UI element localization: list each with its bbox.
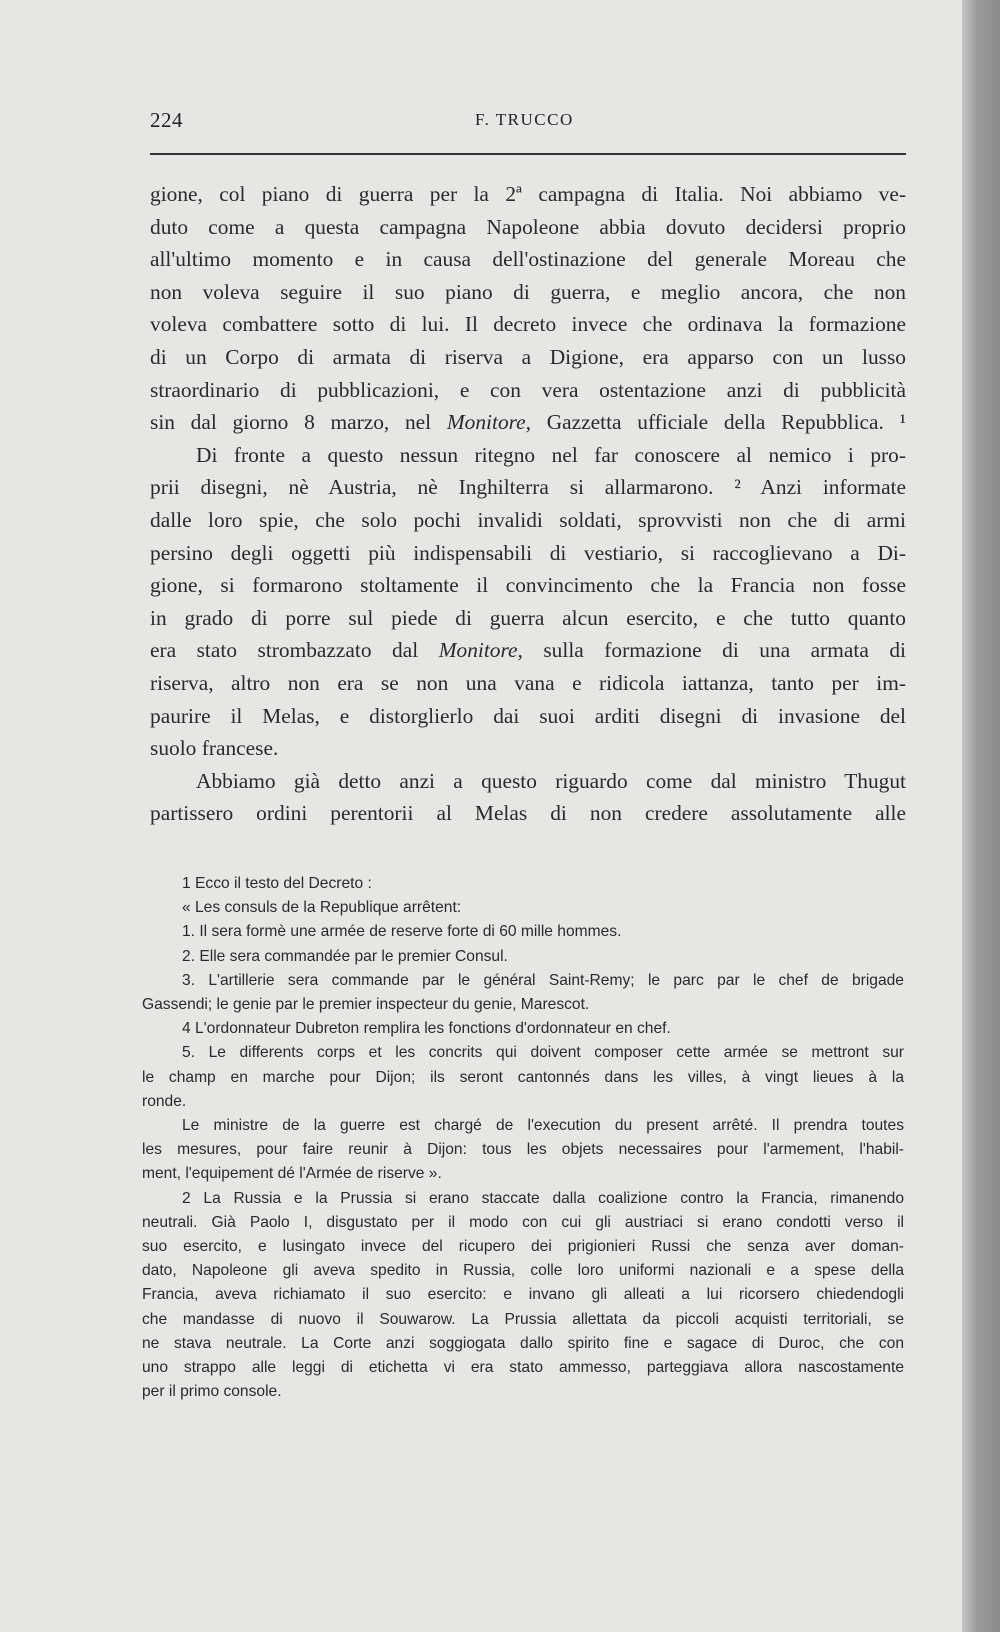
footnote-line: « Les consuls de la Republique arrêtent: xyxy=(182,899,462,917)
text-line: Di fronte a questo nessun ritegno nel far conoscere al nemico i pro- xyxy=(196,442,906,467)
paragraph-2 xyxy=(150,439,906,765)
footnote-line: che mandasse di nuovo il Souwarow. La Prussia allettata da piccoli acquisti territoriali, se xyxy=(142,1310,904,1328)
text-line: gione, si formarono stoltamente il convincimento che la Francia non fosse xyxy=(150,573,906,598)
text-line: gione, col piano di guerra per la 2ª campagna di Italia. Noi abbiamo ve- xyxy=(150,182,906,206)
text-line xyxy=(150,406,906,439)
text-line: non voleva seguire il suo piano di guerra, e meglio ancora, che non xyxy=(150,279,906,304)
footnote-line: ment, l'equipement dé l'Armée de riserve ». xyxy=(142,1165,442,1183)
footnote-line: Le ministre de la guerre est chargé de l'execution du present arrêté. Il prendra toutes xyxy=(182,1117,904,1135)
text-line: voleva combattere sotto di lui. Il decreto invece che ordinava la formazione xyxy=(150,312,906,337)
text-line: paurire il Melas, e distorglierlo dai suoi arditi disegni di invasione del xyxy=(150,703,906,728)
text-line: straordinario di pubblicazioni, e con vera ostentazione anzi di pubblicità xyxy=(150,377,906,402)
text-segment: Gazzetta ufficiale della Repubblica. ¹ xyxy=(531,410,906,435)
text-line: duto come a questa campagna Napoleone abbia dovuto decidersi proprio xyxy=(150,214,906,239)
footnote-line: le champ en marche pour Dijon; ils seront cantonnés dans les villes, à vingt lieues à la xyxy=(142,1068,904,1086)
footnote-line: 4 L'ordonnateur Dubreton remplira les fonctions d'ordonnateur en chef. xyxy=(182,1020,671,1038)
page-number: 224 xyxy=(150,108,183,132)
footnote-line: ne stava neutrale. La Corte anzi soggiogata dallo spirito fine e sagace di Duroc, che con xyxy=(142,1334,904,1352)
text-line: all'ultimo momento e in causa dell'ostinazione del generale Moreau che xyxy=(150,247,906,272)
footnote-line: Gassendi; le genie par le premier inspecteur du genie, Marescot. xyxy=(142,996,590,1014)
text-segment: sulla formazione di una armata di xyxy=(522,638,906,663)
paragraph-1 xyxy=(150,178,906,439)
text-line: persino degli oggetti più indispensabili di vestiario, si raccoglievano a Di- xyxy=(150,540,906,565)
text-line: riserva, altro non era se non una vana e ridicola iattanza, tanto per im- xyxy=(150,670,906,695)
paragraph-3 xyxy=(150,765,906,830)
italic-title: Monitore, xyxy=(438,638,523,663)
text-segment: sin dal giorno 8 marzo, nel xyxy=(150,410,447,435)
text-segment: era stato strombazzato dal xyxy=(150,638,439,663)
footnote-line: dato, Napoleone gli aveva spedito in Russia, colle loro uniformi nazionali e a spese della xyxy=(142,1262,904,1280)
footnote-line: suo esercito, e lusingato invece del ricupero dei prigionieri Russi che senza aver doman- xyxy=(142,1238,904,1256)
footnote-line: les mesures, pour faire reunir à Dijon: tous les objets necessaires pour l'armement, l'habil- xyxy=(142,1141,904,1159)
footnote-line: 2. Elle sera commandée par le premier Consul. xyxy=(182,947,508,965)
italic-title: Monitore, xyxy=(446,410,532,435)
page-edge-shadow xyxy=(962,0,1000,1632)
footnote-line: ronde. xyxy=(142,1092,187,1110)
footnote-line: 5. Le differents corps et les concrits qui doivent composer cette armée se mettront sur xyxy=(182,1044,904,1062)
text-line xyxy=(150,634,906,667)
running-head: F. TRUCCO xyxy=(475,110,574,129)
footnotes xyxy=(142,872,904,1404)
text-line: di un Corpo di armata di riserva a Digione, era apparso con un lusso xyxy=(150,344,906,369)
footnote-line: neutrali. Già Paolo I, disgustato per il modo con cui gli austriaci si erano condotti verso il xyxy=(142,1213,904,1231)
text-line: in grado di porre sul piede di guerra alcun esercito, e che tutto quanto xyxy=(150,605,906,630)
footnote-line: per il primo console. xyxy=(142,1383,282,1401)
main-text xyxy=(150,178,906,830)
footnote-line: Francia, aveva richiamato il suo esercito: e invano gli alleati a lui ricorsero chiedendogli xyxy=(142,1286,904,1304)
text-line: Abbiamo già detto anzi a questo riguardo come dal ministro Thugut xyxy=(196,768,906,793)
text-line: prii disegni, nè Austria, nè Inghilterra si allarmarono. ² Anzi informate xyxy=(150,475,906,500)
footnote-line: uno strappo alle leggi di etichetta vi era stato ammesso, parteggiava allora nascostamente xyxy=(142,1359,904,1377)
text-line: suolo francese. xyxy=(150,736,279,761)
header-rule xyxy=(150,153,906,155)
footnote-line: 1. Il sera formè une armée de reserve forte di 60 mille hommes. xyxy=(182,923,622,941)
text-line: dalle loro spie, che solo pochi invalidi soldati, sprovvisti non che di armi xyxy=(150,507,906,532)
footnote-line: 2 La Russia e la Prussia si erano staccate dalla coalizione contro la Francia, rimanendo xyxy=(182,1189,904,1207)
footnote-line: 3. L'artillerie sera commande par le général Saint-Remy; le parc par le chef de brigade xyxy=(182,971,904,989)
text-line: partissero ordini perentorii al Melas di non credere assolutamente alle xyxy=(150,801,906,826)
page-header xyxy=(150,108,906,138)
footnote-line: 1 Ecco il testo del Decreto : xyxy=(182,875,372,892)
